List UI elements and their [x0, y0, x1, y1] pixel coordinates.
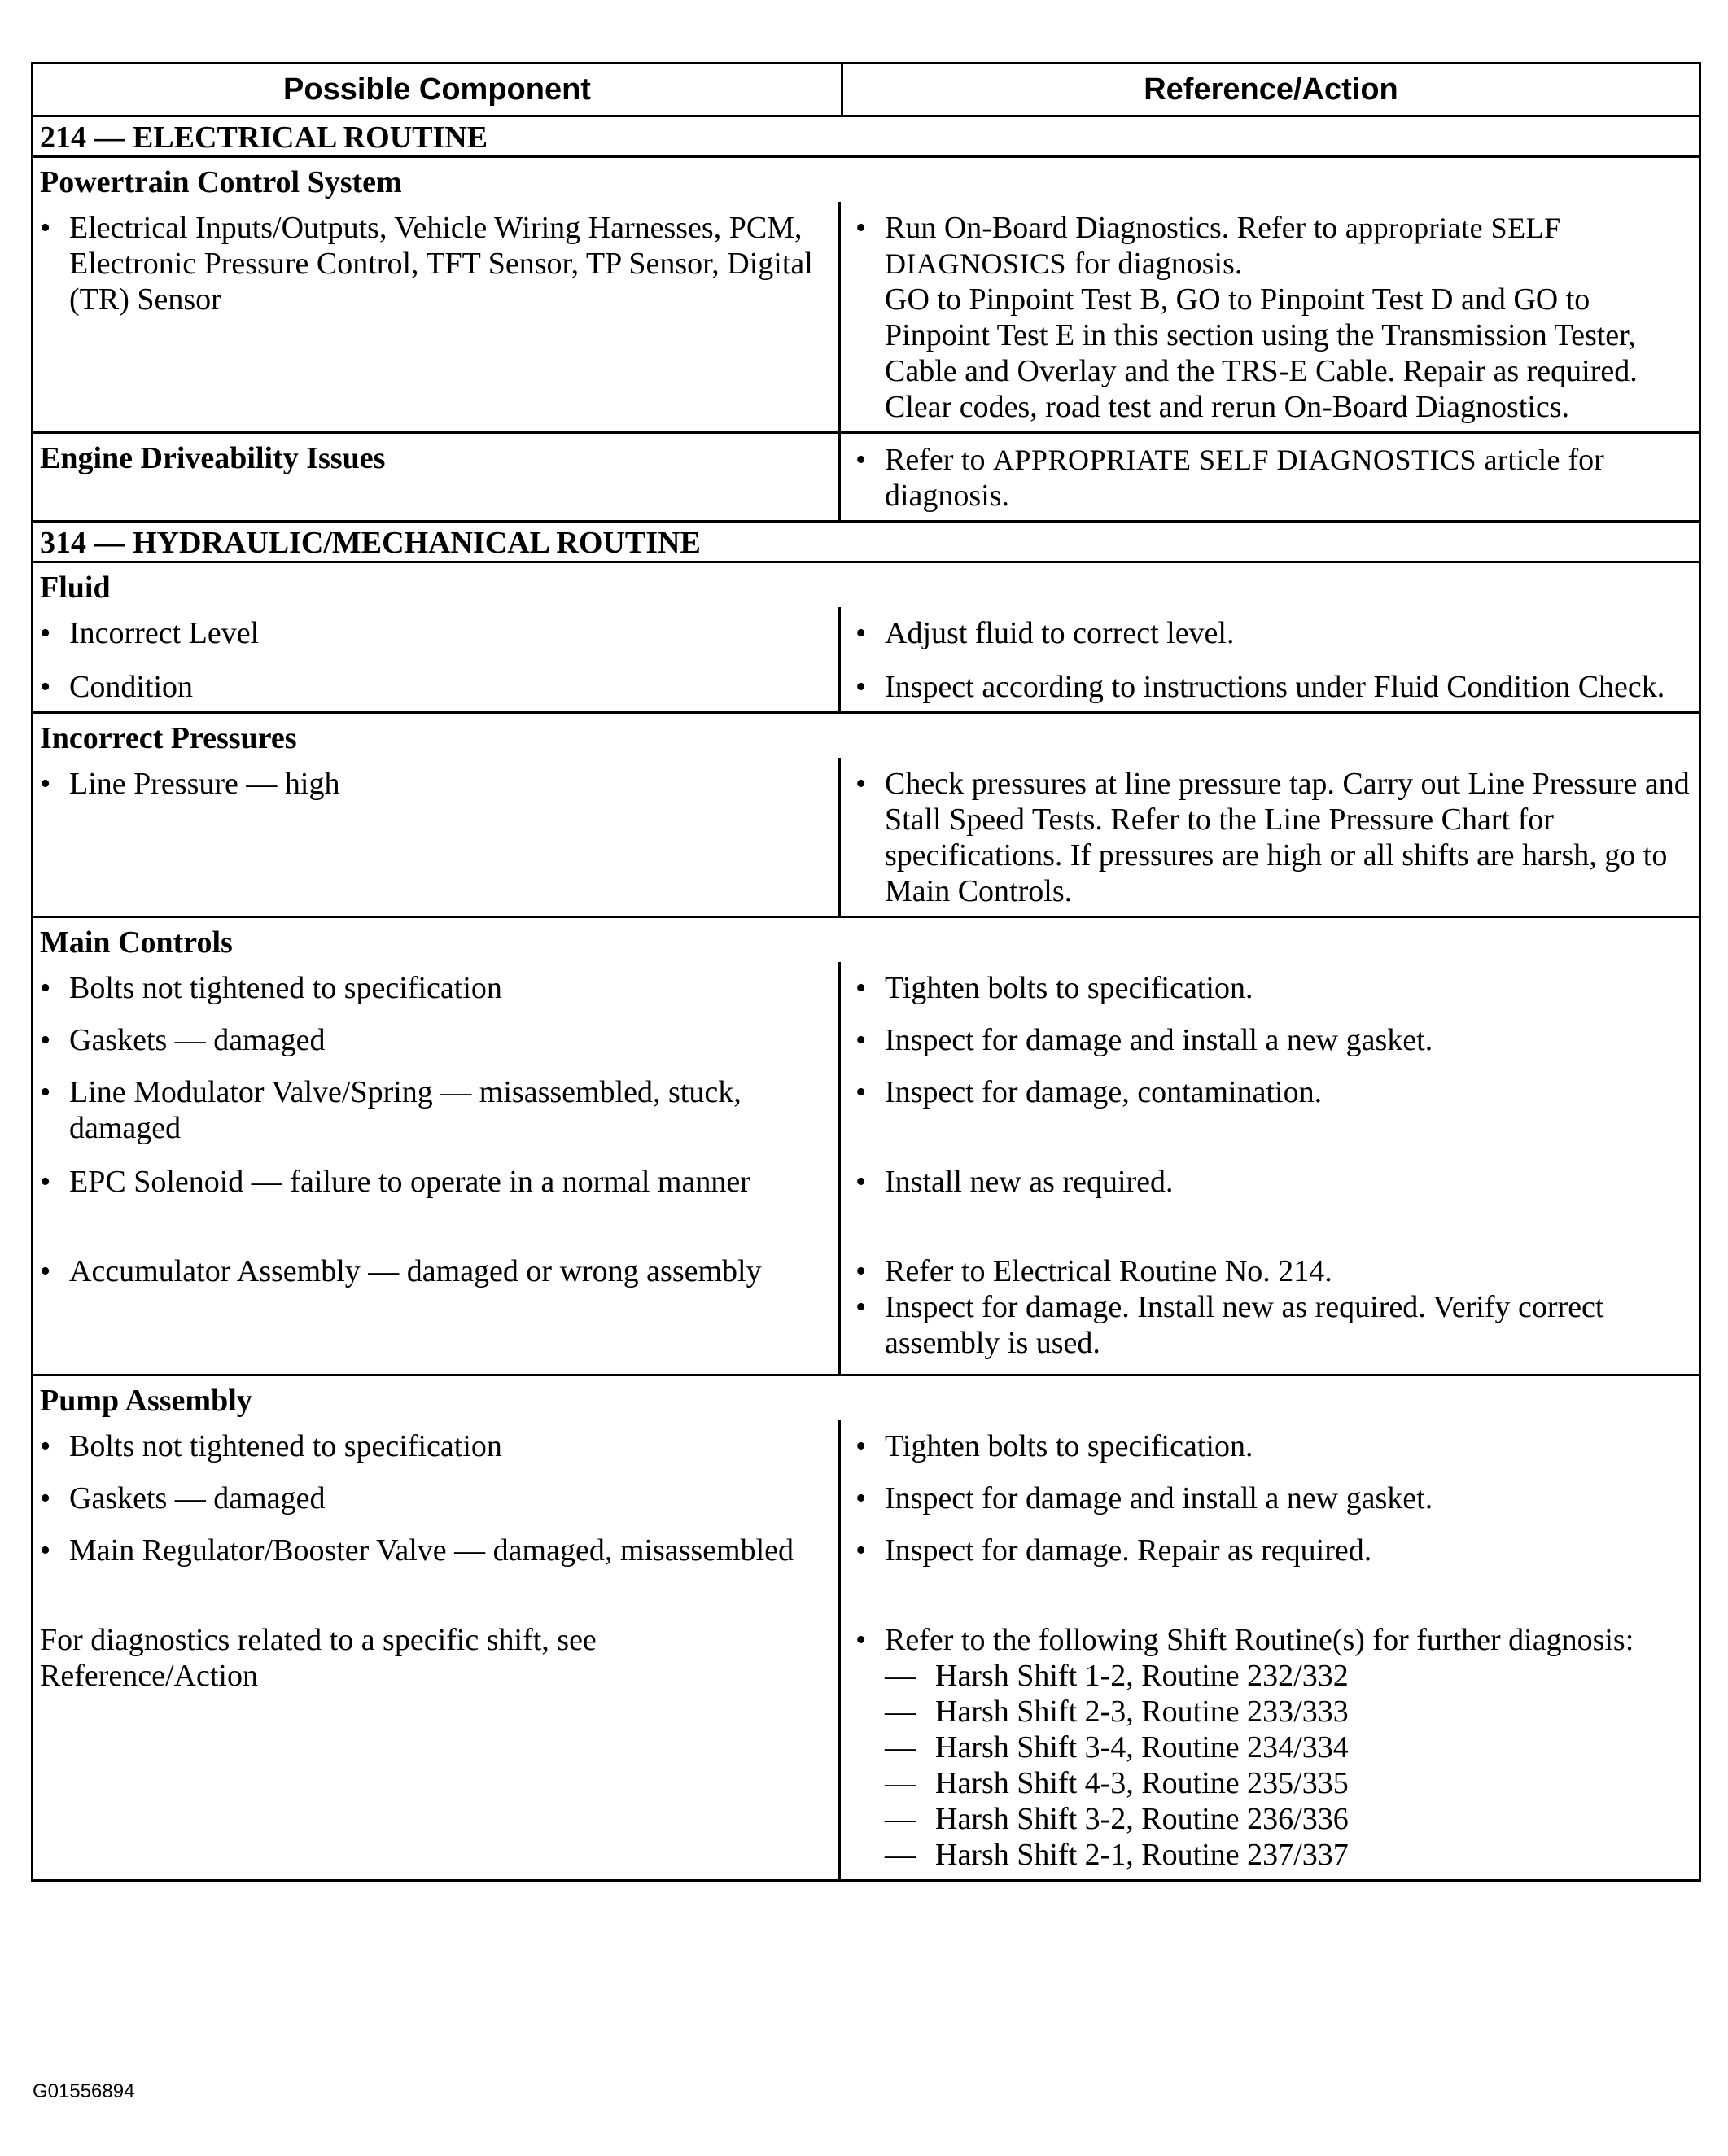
group-incorrect-pressures	[33, 714, 1699, 918]
bullet-icon: •	[855, 670, 867, 704]
component-text: Incorrect Level	[69, 616, 260, 650]
bullet-icon: •	[40, 1481, 51, 1515]
bullet-icon: •	[855, 1290, 867, 1324]
action-text: Run On-Board Diagnostics. Refer to appropriate SELF DIAGNOSICS for diagnosis. GO to Pinpoint Test B, GO to Pinpoint Test D and GO to Pinpoint Test E in this section using the Transmission Tester, Cable and Overlay and the TRS-E Cable. Repair as required. Clear codes, road test and rerun On-Board Diagnostics.	[885, 211, 1638, 424]
bullet-icon: •	[40, 1429, 51, 1463]
group-title: Incorrect Pressures	[40, 721, 297, 755]
action-text: Check pressures at line pressure tap. Carry out Line Pressure and Stall Speed Tests. Refer to the Line Pressure Chart for specifications. If pressures are high or all shifts are harsh, go to Main Controls.	[885, 767, 1690, 908]
action-text: Inspect for damage and install a new gasket.	[885, 1481, 1433, 1515]
action-text: Inspect for damage, contamination.	[885, 1075, 1323, 1109]
action-text: Refer to Electrical Routine No. 214.	[885, 1254, 1332, 1288]
group-main-controls	[33, 918, 1699, 1376]
bullet-icon: •	[855, 1623, 867, 1657]
shift-item: — Harsh Shift 3-2, Routine 236/336	[885, 1802, 1349, 1836]
component-text: Main Regulator/Booster Valve — damaged, misassembled	[69, 1533, 794, 1568]
bullet-icon: •	[40, 1023, 51, 1057]
bullet-icon: •	[40, 1075, 51, 1109]
group-title: Pump Assembly	[40, 1384, 252, 1418]
bullet-icon: •	[40, 971, 51, 1005]
action-text: Adjust fluid to correct level.	[885, 616, 1235, 650]
shift-item: — Harsh Shift 1-2, Routine 232/332	[885, 1659, 1349, 1693]
bullet-icon: •	[40, 767, 51, 801]
bullet-icon: •	[855, 1533, 867, 1568]
group-powertrain-control-system	[33, 158, 1699, 434]
routine-314-title: 314 — HYDRAULIC/MECHANICAL ROUTINE	[33, 523, 1699, 563]
group-engine-driveability	[33, 434, 1699, 523]
component-text: For diagnostics related to a specific shift, see Reference/Action	[40, 1623, 597, 1693]
action-text: Inspect according to instructions under Fluid Condition Check.	[885, 670, 1665, 704]
bullet-icon: •	[855, 1165, 867, 1199]
component-text: Bolts not tightened to specification	[69, 971, 502, 1005]
component-text: Condition	[69, 670, 194, 704]
shift-item: — Harsh Shift 2-1, Routine 237/337	[885, 1838, 1349, 1872]
bullet-icon: •	[855, 1481, 867, 1515]
component-text: Line Pressure — high	[69, 767, 340, 801]
bullet-icon: •	[40, 670, 51, 704]
table-header	[33, 64, 1699, 117]
bullet-icon: •	[855, 211, 867, 245]
bullet-icon: •	[855, 443, 867, 477]
component-text: Gaskets — damaged	[69, 1023, 326, 1057]
group-title: Powertrain Control System	[40, 165, 402, 199]
bullet-icon: •	[855, 1075, 867, 1109]
group-title: Engine Driveability Issues	[40, 441, 386, 475]
bullet-icon: •	[40, 1254, 51, 1288]
bullet-icon: •	[855, 1254, 867, 1288]
action-text: Refer to the following Shift Routine(s) for further diagnosis:	[885, 1623, 1634, 1657]
bullet-icon: •	[855, 1429, 867, 1463]
bullet-icon: •	[855, 1023, 867, 1057]
shift-item: — Harsh Shift 2-3, Routine 233/333	[885, 1695, 1349, 1729]
figure-id: G01556894	[33, 2080, 135, 2102]
component-text: Accumulator Assembly — damaged or wrong assembly	[69, 1254, 762, 1288]
component-text: Gaskets — damaged	[69, 1481, 326, 1515]
bullet-icon: •	[40, 1165, 51, 1199]
action-text: Inspect for damage and install a new gasket.	[885, 1023, 1433, 1057]
group-title: Fluid	[40, 571, 111, 605]
action-text: Inspect for damage. Install new as required. Verify correct assembly is used.	[885, 1290, 1604, 1360]
header-reference-action: Reference/Action	[1144, 72, 1398, 107]
group-pump-assembly	[33, 1376, 1699, 1879]
bullet-icon: •	[855, 971, 867, 1005]
action-text: Refer to APPROPRIATE SELF DIAGNOSTICS article for diagnosis.	[885, 443, 1604, 513]
bullet-icon: •	[855, 767, 867, 801]
component-text: Line Modulator Valve/Spring — misassembled, stuck, damaged	[69, 1075, 742, 1145]
diagnosis-table	[31, 62, 1701, 1882]
action-text: Tighten bolts to specification.	[885, 971, 1253, 1005]
component-text: Bolts not tightened to specification	[69, 1429, 502, 1463]
action-text: Inspect for damage. Repair as required.	[885, 1533, 1372, 1568]
bullet-icon: •	[855, 616, 867, 650]
bullet-icon: •	[40, 616, 51, 650]
action-text: Tighten bolts to specification.	[885, 1429, 1253, 1463]
group-title: Main Controls	[40, 925, 233, 960]
header-possible-component: Possible Component	[33, 64, 843, 115]
shift-item: — Harsh Shift 3-4, Routine 234/334	[885, 1730, 1349, 1765]
group-fluid	[33, 563, 1699, 714]
component-text: Electrical Inputs/Outputs, Vehicle Wiring Harnesses, PCM, Electronic Pressure Control, TFT Sensor, TP Sensor, Digital (TR) Sensor	[69, 211, 813, 317]
component-text: EPC Solenoid — failure to operate in a normal manner	[69, 1165, 750, 1199]
bullet-icon: •	[40, 1533, 51, 1568]
bullet-icon: •	[40, 211, 51, 245]
shift-item: — Harsh Shift 4-3, Routine 235/335	[885, 1766, 1349, 1800]
action-text: Install new as required.	[885, 1165, 1174, 1199]
routine-214-title: 214 — ELECTRICAL ROUTINE	[33, 117, 1699, 158]
